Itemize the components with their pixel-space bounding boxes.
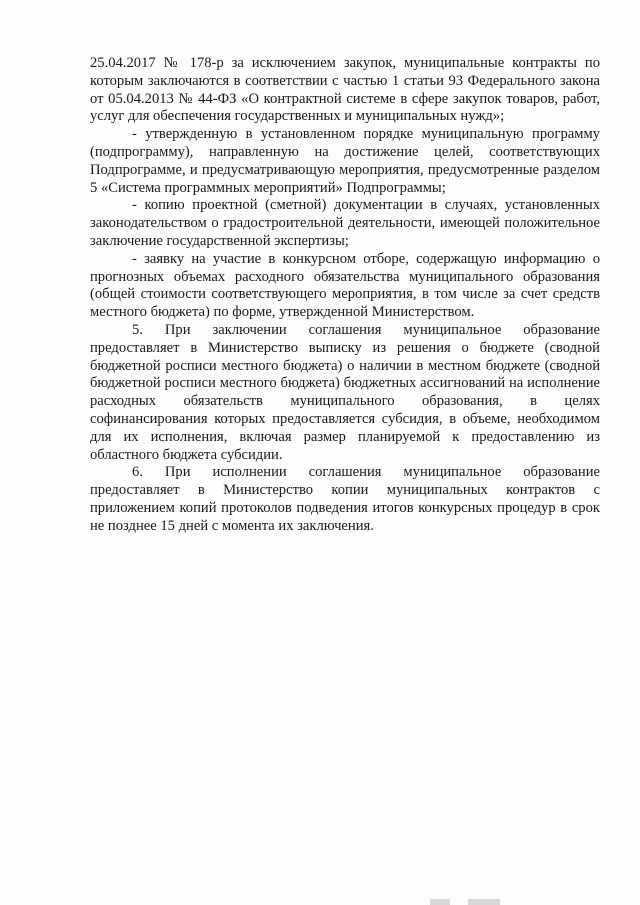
list-item-design-documentation: - копию проектной (сметной) документации в случаях, установленных законодательством о градостроительной деятельности, имеющей положительное заключение государственной экспертизы; [90,197,600,249]
list-item-municipal-program: - утвержденную в установленном порядке муниципальную программу (подпрограмму), направленную на достижение целей, соответствующих Подпрограмме, и предусматривающую мероприятия, предусмотренные разделом 5 «Система программных мероприятий» Подпрограммы; [90,126,600,196]
document-body [90,55,600,536]
clause-6-paragraph: 6. При исполнении соглашения муниципальное образование предоставляет в Министерство копии муниципальных контрактов с приложением копий протоколов подведения итогов конкурсных процедур в срок не позднее 15 дней с момента их заключения. [90,464,600,534]
scan-edge-marks [0,899,640,905]
list-item-application: - заявку на участие в конкурсном отборе, содержащую информацию о прогнозных объемах расходного обязательства муниципального образования (общей стоимости соответствующего мероприятия, в том числе за счет средств местного бюджета) по форме, утвержденной Министерством. [90,250,600,321]
paragraph-intro: 25.04.2017 № 178-р за исключением закупок, муниципальные контракты по которым заключаются в соответствии с частью 1 статьи 93 Федерального закона от 05.04.2013 № 44-ФЗ «О контрактной системе в сфере закупок товаров, работ, услуг для обеспечения государственных и муниципальных нужд»; [90,55,600,125]
clause-5-paragraph: 5. При заключении соглашения муниципальное образование предоставляет в Министерство выписку из решения о бюджете (сводной бюджетной росписи местного бюджета) о наличии в местном бюджете (сводной бюджетной росписи местного бюджета) бюджетных ассигнований на исполнение расходных обязательств муниципального образования, в целях софинансирования которых предоставляется субсидия, в объеме, необходимом для их исполнения, включая размер планируемой к предоставлению из областного бюджета субсидии. [90,321,600,463]
